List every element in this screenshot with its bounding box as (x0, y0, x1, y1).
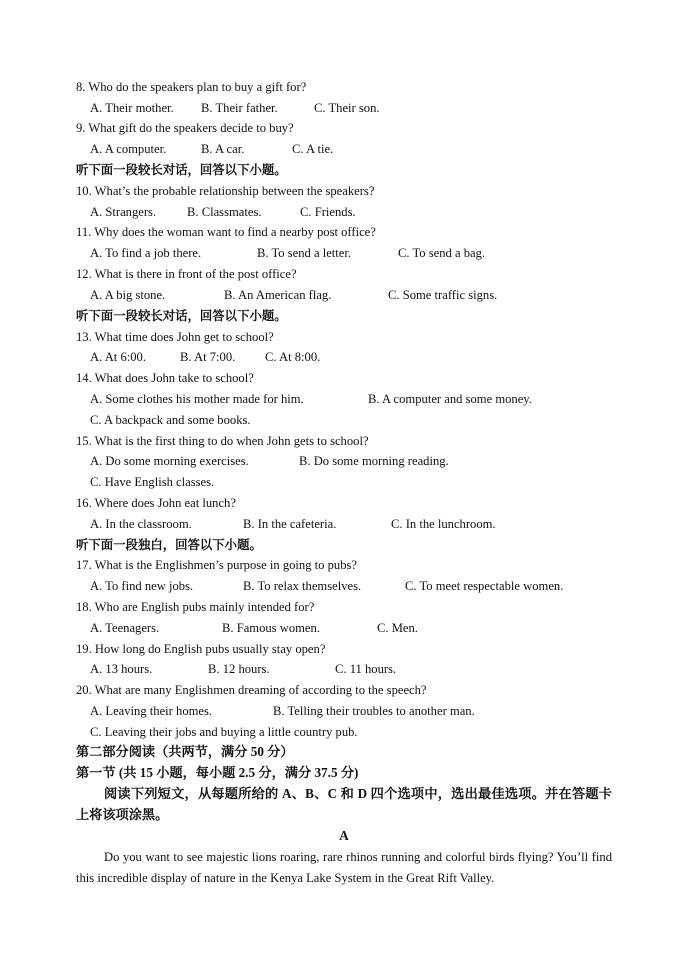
option-c: C. 11 hours. (335, 662, 397, 676)
options-13 (90, 348, 650, 366)
option-c: C. Men. (377, 621, 418, 635)
question-16: 16. Where does John eat lunch? (76, 496, 236, 510)
options-18 (90, 619, 650, 637)
option-a: A. In the classroom. (90, 517, 192, 531)
option-c: C. Their son. (314, 101, 380, 115)
question-14: 14. What does John take to school? (76, 371, 254, 385)
option-c: C. To meet respectable women. (405, 579, 564, 593)
option-b: B. An American flag. (224, 288, 332, 302)
option-b: B. Famous women. (222, 621, 320, 635)
options-16 (90, 515, 650, 533)
options-12 (90, 286, 650, 304)
option-b: B. At 7:00. (180, 350, 236, 364)
option-c: C. Leaving their jobs and buying a little country pub. (90, 725, 358, 739)
question-20: 20. What are many Englishmen dreaming of according to the speech? (76, 683, 427, 697)
option-a: A. Strangers. (90, 205, 157, 219)
options-11 (90, 244, 650, 262)
section-heading-long-dialogue-1: 听下面一段较长对话，回答以下小题。 (76, 162, 287, 177)
question-10: 10. What’s the probable relationship between the speakers? (76, 184, 375, 198)
option-c: C. Friends. (300, 205, 356, 219)
option-a: A. Leaving their homes. (90, 704, 213, 718)
question-17: 17. What is the Englishmen’s purpose in going to pubs? (76, 558, 358, 572)
option-c: C. Have English classes. (90, 475, 215, 489)
option-c: C. A tie. (292, 142, 334, 156)
option-b: B. A car. (201, 142, 245, 156)
question-13: 13. What time does John get to school? (76, 330, 274, 344)
option-a: A. Do some morning exercises. (90, 454, 249, 468)
option-b: B. In the cafeteria. (243, 517, 337, 531)
option-c: C. To send a bag. (398, 246, 486, 260)
options-17 (90, 577, 650, 595)
options-10 (90, 203, 650, 221)
options-19 (90, 660, 650, 678)
option-b: B. Their father. (201, 101, 278, 115)
option-b: B. Do some morning reading. (299, 454, 449, 468)
option-a: A. Their mother. (90, 101, 174, 115)
options-9 (90, 140, 650, 158)
question-9: 9. What gift do the speakers decide to buy? (76, 121, 294, 135)
option-c: C. A backpack and some books. (90, 413, 251, 427)
option-b: B. A computer and some money. (368, 392, 532, 406)
option-a: A. A big stone. (90, 288, 166, 302)
reading-instructions: 阅读下列短文，从每题所给的 A、B、C 和 D 四个选项中，选出最佳选项。并在答题卡上将该项涂黑。 (76, 786, 612, 822)
option-a: A. To find a job there. (90, 246, 202, 260)
section1-title: 第一节 (共 15 小题，每小题 2.5 分，满分 37.5 分) (76, 765, 359, 780)
section-heading-long-dialogue-2: 听下面一段较长对话，回答以下小题。 (76, 308, 287, 323)
options-14 (90, 390, 650, 408)
option-a: A. Some clothes his mother made for him. (90, 392, 304, 406)
option-a: A. Teenagers. (90, 621, 160, 635)
option-a: A. 13 hours. (90, 662, 153, 676)
question-8: 8. Who do the speakers plan to buy a gift for? (76, 80, 307, 94)
option-b: B. To relax themselves. (243, 579, 362, 593)
question-18: 18. Who are English pubs mainly intended for? (76, 600, 315, 614)
option-a: A. To find new jobs. (90, 579, 194, 593)
option-b: B. Telling their troubles to another man. (273, 704, 475, 718)
option-b: B. Classmates. (187, 205, 262, 219)
option-b: B. 12 hours. (208, 662, 270, 676)
part2-title: 第二部分阅读（共两节，满分 50 分） (76, 744, 294, 759)
question-15: 15. What is the first thing to do when John gets to school? (76, 434, 369, 448)
options-20 (90, 702, 650, 720)
option-c: C. At 8:00. (265, 350, 321, 364)
option-a: A. At 6:00. (90, 350, 146, 364)
options-8 (90, 99, 650, 117)
option-a: A. A computer. (90, 142, 167, 156)
section-heading-monologue: 听下面一段独白，回答以下小题。 (76, 537, 262, 552)
option-c: C. Some traffic signs. (388, 288, 498, 302)
question-12: 12. What is there in front of the post office? (76, 267, 297, 281)
option-b: B. To send a letter. (257, 246, 352, 260)
passage-label: A (339, 828, 349, 843)
option-c: C. In the lunchroom. (391, 517, 496, 531)
question-11: 11. Why does the woman want to find a nearby post office? (76, 225, 376, 239)
passage-paragraph: Do you want to see majestic lions roaring, rare rhinos running and colorful birds flying? You’ll find this incredible display of nature in the Kenya Lake System in the Great Rift Valley. (76, 850, 612, 885)
options-15 (90, 452, 650, 470)
question-19: 19. How long do English pubs usually stay open? (76, 642, 326, 656)
